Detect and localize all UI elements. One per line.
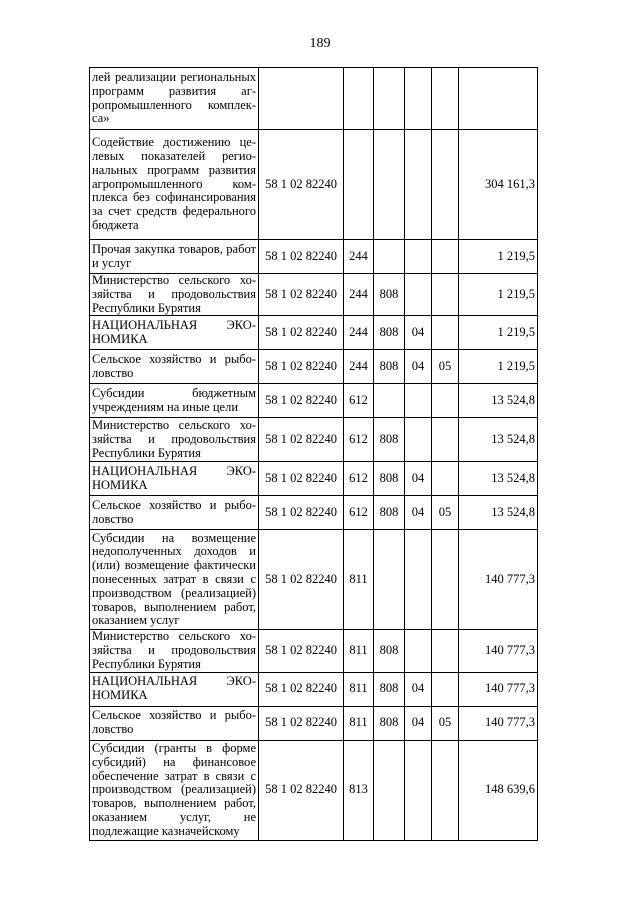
subsection-code-cell	[432, 672, 459, 706]
subsection-code-cell: 05	[432, 706, 459, 740]
table-row	[90, 706, 538, 740]
target-article-code-cell: 58 1 02 82240	[259, 496, 344, 530]
administrator-code-cell: 808	[374, 672, 405, 706]
administrator-code-cell	[374, 530, 405, 630]
item-name-cell: НАЦИОНАЛЬНАЯ ЭКОНОМИКА	[90, 462, 259, 496]
subsection-code-cell	[432, 418, 459, 462]
section-code-cell: 04	[405, 496, 432, 530]
table-row	[90, 530, 538, 630]
amount-cell: 140 777,3	[459, 706, 538, 740]
administrator-code-cell: 808	[374, 418, 405, 462]
amount-cell	[459, 68, 538, 130]
table-row	[90, 496, 538, 530]
section-code-cell: 04	[405, 350, 432, 384]
amount-cell: 1 219,5	[459, 274, 538, 316]
administrator-code-cell	[374, 384, 405, 418]
administrator-code-cell: 808	[374, 630, 405, 672]
subsection-code-cell: 05	[432, 350, 459, 384]
expense-type-code-cell: 612	[344, 418, 374, 462]
subsection-code-cell	[432, 530, 459, 630]
item-name-cell: Прочая закупка товаров, работ и услуг	[90, 240, 259, 274]
expense-type-code-cell: 612	[344, 496, 374, 530]
expense-type-code-cell: 244	[344, 240, 374, 274]
amount-cell: 1 219,5	[459, 240, 538, 274]
item-name-cell: Содействие достижению целевых показателей региональных программ развития агропромышленного комплекса без софинансирования за счет средств федерального бюджета	[90, 130, 259, 240]
target-article-code-cell	[259, 68, 344, 130]
amount-cell: 13 524,8	[459, 462, 538, 496]
subsection-code-cell	[432, 274, 459, 316]
table-row	[90, 274, 538, 316]
table-row	[90, 740, 538, 840]
item-name-cell: Сельское хозяйство и рыболовство	[90, 706, 259, 740]
target-article-code-cell: 58 1 02 82240	[259, 672, 344, 706]
expense-type-code-cell: 612	[344, 462, 374, 496]
expense-type-code-cell	[344, 68, 374, 130]
administrator-code-cell: 808	[374, 316, 405, 350]
section-code-cell	[405, 240, 432, 274]
expense-type-code-cell: 811	[344, 530, 374, 630]
section-code-cell	[405, 384, 432, 418]
item-name-cell: лей реализации региональных программ развития агропромышленного комплекса»	[90, 68, 259, 130]
section-code-cell: 04	[405, 462, 432, 496]
table-row	[90, 240, 538, 274]
section-code-cell	[405, 740, 432, 840]
item-name-cell: НАЦИОНАЛЬНАЯ ЭКОНОМИКА	[90, 316, 259, 350]
target-article-code-cell: 58 1 02 82240	[259, 630, 344, 672]
item-name-cell: Субсидии (гранты в форме субсидий) на финансовое обеспечение затрат в связи с производством (реализацией) товаров, выполнением работ, оказанием услуг, не подлежащие казначейскому	[90, 740, 259, 840]
amount-cell: 140 777,3	[459, 530, 538, 630]
administrator-code-cell: 808	[374, 274, 405, 316]
budget-table	[89, 67, 538, 841]
section-code-cell: 04	[405, 316, 432, 350]
subsection-code-cell	[432, 462, 459, 496]
administrator-code-cell	[374, 240, 405, 274]
table-row	[90, 630, 538, 672]
target-article-code-cell: 58 1 02 82240	[259, 740, 344, 840]
amount-cell: 1 219,5	[459, 350, 538, 384]
administrator-code-cell	[374, 68, 405, 130]
section-code-cell	[405, 418, 432, 462]
subsection-code-cell	[432, 240, 459, 274]
target-article-code-cell: 58 1 02 82240	[259, 274, 344, 316]
item-name-cell: Сельское хозяйство и рыболовство	[90, 496, 259, 530]
item-name-cell: Министерство сельского хозяйства и продовольствия Республики Бурятия	[90, 274, 259, 316]
target-article-code-cell: 58 1 02 82240	[259, 462, 344, 496]
expense-type-code-cell: 811	[344, 672, 374, 706]
target-article-code-cell: 58 1 02 82240	[259, 350, 344, 384]
expense-type-code-cell: 244	[344, 350, 374, 384]
subsection-code-cell	[432, 316, 459, 350]
table-row	[90, 350, 538, 384]
section-code-cell	[405, 274, 432, 316]
target-article-code-cell: 58 1 02 82240	[259, 706, 344, 740]
amount-cell: 140 777,3	[459, 630, 538, 672]
expense-type-code-cell: 813	[344, 740, 374, 840]
target-article-code-cell: 58 1 02 82240	[259, 316, 344, 350]
subsection-code-cell	[432, 130, 459, 240]
expense-type-code-cell: 811	[344, 630, 374, 672]
amount-cell: 13 524,8	[459, 384, 538, 418]
expense-type-code-cell: 244	[344, 274, 374, 316]
item-name-cell: Субсидии бюджетным учреждениям на иные цели	[90, 384, 259, 418]
section-code-cell	[405, 130, 432, 240]
table-row	[90, 130, 538, 240]
amount-cell: 148 639,6	[459, 740, 538, 840]
amount-cell: 13 524,8	[459, 496, 538, 530]
administrator-code-cell: 808	[374, 706, 405, 740]
administrator-code-cell: 808	[374, 496, 405, 530]
target-article-code-cell: 58 1 02 82240	[259, 418, 344, 462]
administrator-code-cell: 808	[374, 350, 405, 384]
expense-type-code-cell: 612	[344, 384, 374, 418]
item-name-cell: Сельское хозяйство и рыболовство	[90, 350, 259, 384]
section-code-cell: 04	[405, 672, 432, 706]
table-row	[90, 672, 538, 706]
section-code-cell	[405, 630, 432, 672]
amount-cell: 304 161,3	[459, 130, 538, 240]
table-row	[90, 462, 538, 496]
expense-type-code-cell: 244	[344, 316, 374, 350]
section-code-cell	[405, 68, 432, 130]
amount-cell: 1 219,5	[459, 316, 538, 350]
item-name-cell: Субсидии на возмещение недополученных доходов и (или) возмещение фактически понесенных затрат в связи с производством (реализацией) товаров, выполнением работ, оказанием услуг	[90, 530, 259, 630]
page-number: 189	[309, 36, 331, 51]
subsection-code-cell: 05	[432, 496, 459, 530]
target-article-code-cell: 58 1 02 82240	[259, 530, 344, 630]
amount-cell: 13 524,8	[459, 418, 538, 462]
administrator-code-cell	[374, 740, 405, 840]
target-article-code-cell: 58 1 02 82240	[259, 240, 344, 274]
item-name-cell: Министерство сельского хозяйства и продовольствия Республики Бурятия	[90, 418, 259, 462]
item-name-cell: НАЦИОНАЛЬНАЯ ЭКОНОМИКА	[90, 672, 259, 706]
section-code-cell	[405, 530, 432, 630]
subsection-code-cell	[432, 68, 459, 130]
table-row	[90, 68, 538, 130]
expense-type-code-cell: 811	[344, 706, 374, 740]
item-name-cell: Министерство сельского хозяйства и продовольствия Республики Бурятия	[90, 630, 259, 672]
table-row	[90, 316, 538, 350]
table-row	[90, 418, 538, 462]
subsection-code-cell	[432, 384, 459, 418]
target-article-code-cell: 58 1 02 82240	[259, 384, 344, 418]
administrator-code-cell: 808	[374, 462, 405, 496]
subsection-code-cell	[432, 740, 459, 840]
administrator-code-cell	[374, 130, 405, 240]
target-article-code-cell: 58 1 02 82240	[259, 130, 344, 240]
subsection-code-cell	[432, 630, 459, 672]
table-row	[90, 384, 538, 418]
expense-type-code-cell	[344, 130, 374, 240]
section-code-cell: 04	[405, 706, 432, 740]
amount-cell: 140 777,3	[459, 672, 538, 706]
